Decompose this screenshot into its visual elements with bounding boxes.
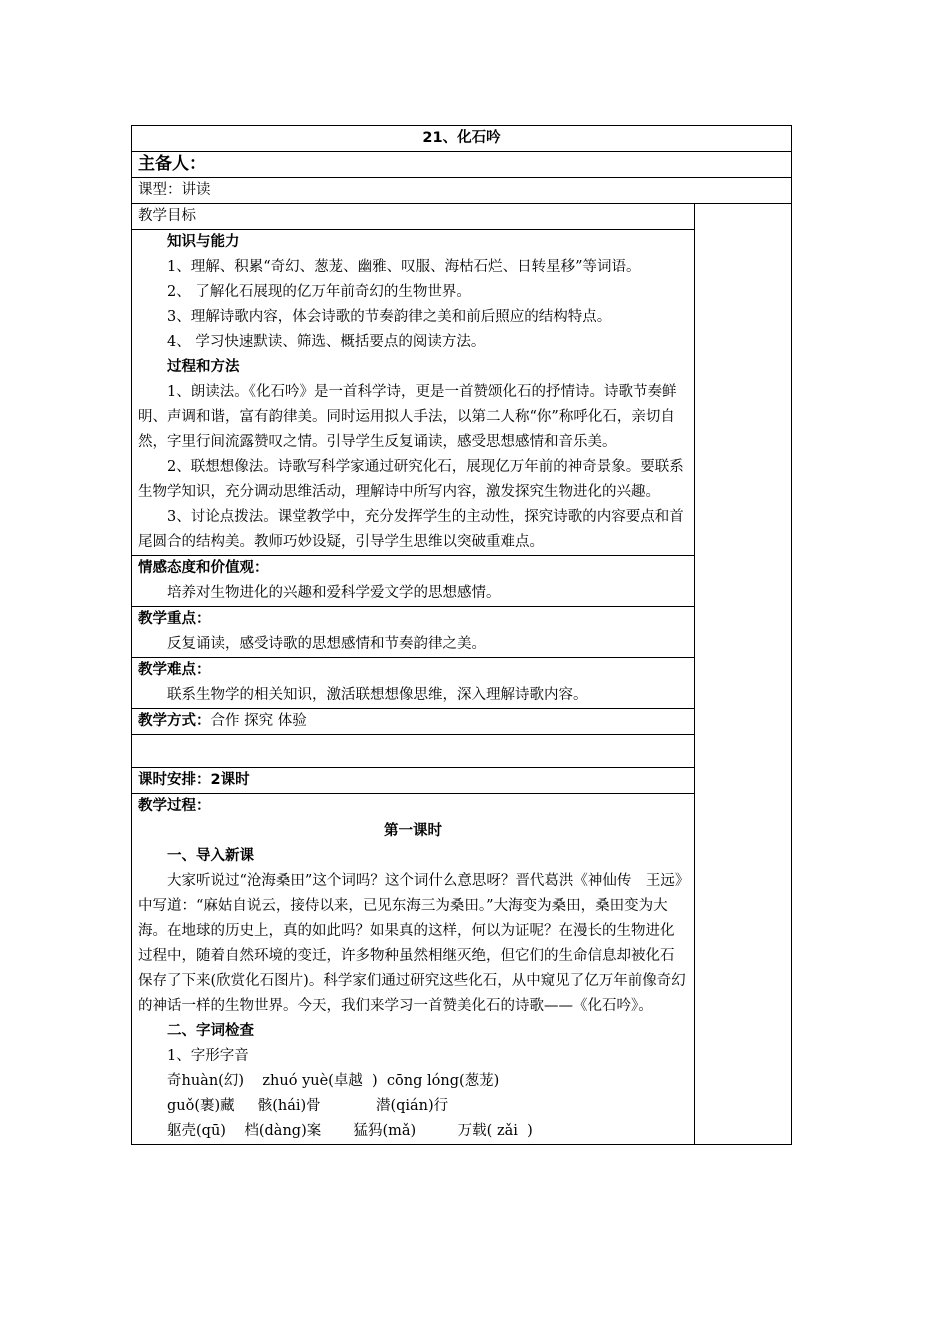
preparer-label: 主备人： [132,152,792,178]
knowledge-item: 3、理解诗歌内容，体会诗歌的节奏韵律之美和前后照应的结构特点。 [167,309,612,325]
procedure-cell [132,794,695,1145]
process-item: 1、朗读法。《化石吟》是一首科学诗，更是一首赞颂化石的抒情诗。诗歌节奏鲜明、声调和谐，富有韵律美。同时运用拟人手法，以第二人称“你”称呼化石，亲切自然，字里行间流露赞叹之情。引导学生反复诵读，感受思想感情和音乐美。 [138,384,677,450]
attitude-text: 培养对生物进化的兴趣和爱科学爱文学的思想感情。 [167,585,501,601]
method-label: 教学方式： [138,713,211,729]
method-cell [132,709,695,735]
pinyin-line: 躯壳(qū) 档(dàng)案 猛犸(mǎ) 万载( zǎi ) [167,1123,533,1139]
knowledge-heading: 知识与能力 [167,234,240,250]
section1-text: 大家听说过“沧海桑田”这个词吗？这个词什么意思呀？晋代葛洪《神仙传 王远》中写道：“麻姑自说云，接侍以来，已见东海三为桑田。”大海变为桑田，桑田变为大海。在地球的历史上，真的如此吗？如果真的这样，何以为证呢？在漫长的生物进化过程中，随着自然环境的变迁，许多物种虽然相继灭绝，但它们的生命信息却被化石保存了下来(欣赏化石图片)。科学家们通过研究这些化石，从中窥见了亿万年前像奇幻的神话一样的生物世界。今天，我们来学习一首赞美化石的诗歌——《化石吟》。 [138,873,686,1014]
pinyin-line: 奇huàn(幻) zhuó yuè(卓越 ) cōng lóng(葱茏) [167,1073,500,1089]
difficulties-heading: 教学难点： [138,662,211,678]
method-text: 合作 探究 体验 [210,713,307,729]
attitude-heading: 情感态度和价值观： [138,560,269,576]
knowledge-item: 4、 学习快速默读、筛选、概括要点的阅读方法。 [167,334,486,350]
section2-heading: 二、字词检查 [167,1023,254,1039]
process-item: 2、联想想像法。诗歌写科学家通过研究化石，展现亿万年前的神奇景象。要联系生物学知识，充分调动思维活动，理解诗中所写内容，激发探究生物进化的兴趣。 [138,459,684,500]
process-heading: 过程和方法 [167,359,240,375]
blank-row [132,735,695,768]
key-points-text: 反复诵读，感受诗歌的思想感情和节奏韵律之美。 [167,636,486,652]
attitude-cell [132,556,695,607]
section2-subheading: 1、字形字音 [167,1048,249,1064]
difficulties-cell [132,658,695,709]
procedure-heading: 教学过程： [138,798,211,814]
lesson-type: 课型：讲读 [132,178,792,204]
objectives-cell [132,204,695,230]
key-points-heading: 教学重点： [138,611,211,627]
lesson-title: 21、化石吟 [132,126,792,152]
objectives-heading: 教学目标 [138,208,196,224]
knowledge-item: 2、 了解化石展现的亿万年前奇幻的生物世界。 [167,284,471,300]
key-points-cell [132,607,695,658]
side-column [695,204,792,1145]
lesson-plan-table [131,125,792,1145]
knowledge-item: 1、理解、积累“奇幻、葱茏、幽雅、叹服、海枯石烂、日转星移”等词语。 [167,259,641,275]
difficulties-text: 联系生物学的相关知识，激活联想想像思维，深入理解诗歌内容。 [167,687,588,703]
process-item: 3、讨论点拨法。课堂教学中，充分发挥学生的主动性，探究诗歌的内容要点和首尾圆合的结构美。教师巧妙设疑，引导学生思维以突破重难点。 [138,509,684,550]
section1-heading: 一、导入新课 [167,848,254,864]
pinyin-line: guǒ(裹)藏 骸(hái)骨 潜(qián)行 [167,1098,449,1114]
objectives-detail-cell [132,230,695,556]
session-heading: 第一课时 [384,823,442,839]
schedule-cell: 课时安排：2课时 [132,768,695,794]
